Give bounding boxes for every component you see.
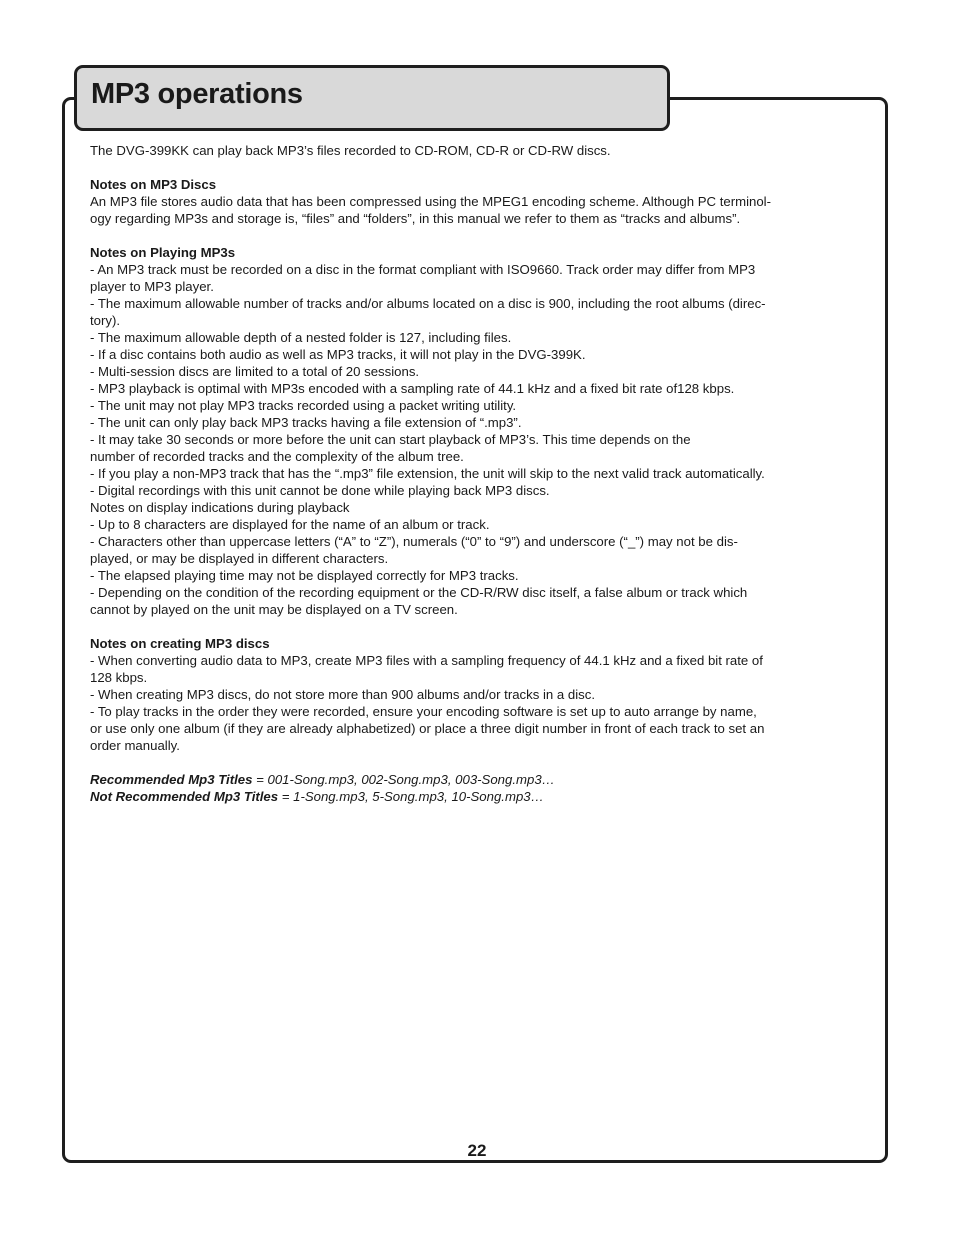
text-line: played, or may be displayed in different characters.	[90, 551, 389, 566]
text-line: - The maximum allowable depth of a nested folder is 127, including files.	[90, 330, 512, 345]
text-line: - When creating MP3 discs, do not store more than 900 albums and/or tracks in a disc.	[90, 687, 596, 702]
text-line: 128 kbps.	[90, 670, 148, 685]
section-body	[90, 652, 876, 754]
text-line: - An MP3 track must be recorded on a disc in the format compliant with ISO9660. Track order may differ from MP3	[90, 262, 756, 277]
text-line: - Digital recordings with this unit cannot be done while playing back MP3 discs.	[90, 483, 550, 498]
not-recommended-titles-label: Not Recommended Mp3 Titles	[90, 789, 279, 804]
recommended-titles-label: Recommended Mp3 Titles	[90, 772, 253, 787]
text-line: - It may take 30 seconds or more before the unit can start playback of MP3’s. This time depends on the	[90, 432, 691, 447]
text-line: order manually.	[90, 738, 180, 753]
text-line: - If you play a non-MP3 track that has the “.mp3” file extension, the unit will skip to the next valid track automatically.	[90, 466, 765, 481]
text-line: - Multi-session discs are limited to a total of 20 sessions.	[90, 364, 420, 379]
text-line: - To play tracks in the order they were recorded, ensure your encoding software is set up to auto arrange by name,	[90, 704, 757, 719]
section-body	[90, 261, 876, 618]
text-line: - The unit may not play MP3 tracks recorded using a packet writing utility.	[90, 398, 517, 413]
text-line: - When converting audio data to MP3, create MP3 files with a sampling frequency of 44.1 kHz and a fixed bit rate of	[90, 653, 763, 668]
text-line: Notes on display indications during playback	[90, 500, 350, 515]
text-line: cannot by played on the unit may be displayed on a TV screen.	[90, 602, 458, 617]
not-recommended-titles-value: = 1-Song.mp3, 5-Song.mp3, 10-Song.mp3…	[278, 789, 544, 804]
section-heading: Notes on MP3 Discs	[90, 177, 217, 192]
text-line: - The unit can only play back MP3 tracks having a file extension of “.mp3”.	[90, 415, 522, 430]
recommended-titles-value: = 001-Song.mp3, 002-Song.mp3, 003-Song.mp3…	[252, 772, 555, 787]
section-creating-mp3-discs	[90, 635, 876, 754]
section-heading: Notes on creating MP3 discs	[90, 636, 270, 651]
section-mp3-discs	[90, 176, 876, 227]
text-line: - If a disc contains both audio as well as MP3 tracks, it will not play in the DVG-399K.	[90, 347, 586, 362]
text-line: ogy regarding MP3s and storage is, “files” and “folders”, in this manual we refer to them as “tracks and albums”.	[90, 211, 741, 226]
recommended-titles-line	[90, 771, 876, 788]
text-line: - Characters other than uppercase letters (“A” to “Z”), numerals (“0” to “9”) and underscore (“_”) may not be dis-	[90, 534, 738, 549]
text-line: player to MP3 player.	[90, 279, 214, 294]
page-title: MP3 operations	[91, 78, 303, 110]
title-tab	[74, 65, 670, 131]
intro-paragraph: The DVG-399KK can play back MP3’s files recorded to CD-ROM, CD-R or CD-RW discs.	[90, 143, 611, 158]
text-line: tory).	[90, 313, 121, 328]
page-number: 22	[467, 1141, 487, 1160]
text-line: - Depending on the condition of the recording equipment or the CD-R/RW disc itself, a false album or track which	[90, 585, 748, 600]
text-line: - The elapsed playing time may not be displayed correctly for MP3 tracks.	[90, 568, 519, 583]
text-line: - Up to 8 characters are displayed for the name of an album or track.	[90, 517, 490, 532]
section-body	[90, 193, 876, 227]
text-line: - The maximum allowable number of tracks and/or albums located on a disc is 900, including the root albums (direc-	[90, 296, 766, 311]
section-playing-mp3s	[90, 244, 876, 618]
section-heading: Notes on Playing MP3s	[90, 245, 236, 260]
page-content	[90, 142, 876, 805]
text-line: - MP3 playback is optimal with MP3s encoded with a sampling rate of 44.1 kHz and a fixed bit rate of128 kbps.	[90, 381, 735, 396]
text-line: number of recorded tracks and the complexity of the album tree.	[90, 449, 464, 464]
text-line: An MP3 file stores audio data that has been compressed using the MPEG1 encoding scheme. Although PC terminol-	[90, 194, 772, 209]
not-recommended-titles-line	[90, 788, 876, 805]
text-line: or use only one album (if they are already alphabetized) or place a three digit number in front of each track to set an	[90, 721, 765, 736]
